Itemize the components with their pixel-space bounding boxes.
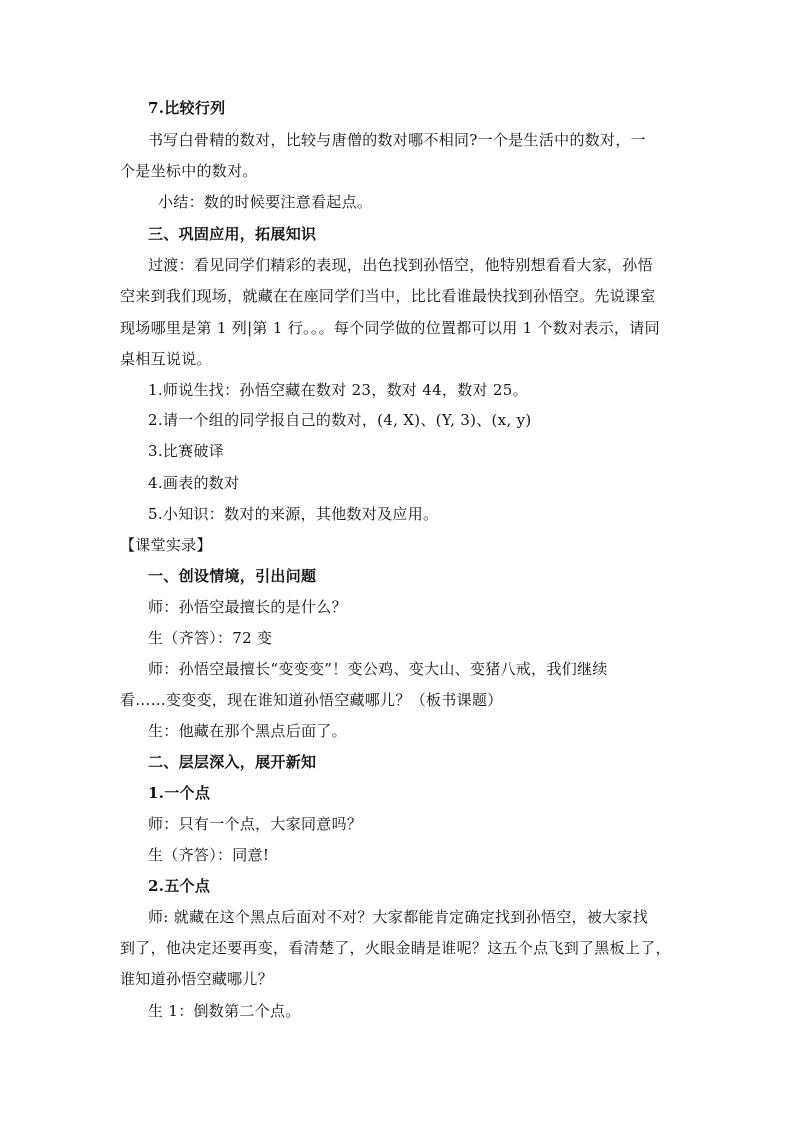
- dialogue-line: 师：孙悟空最擅长“变变变”！变公鸡、变大山、变猪八戒，我们继续: [148, 660, 608, 678]
- section-heading-1: 一、创设情境，引出问题: [148, 567, 317, 585]
- list-item: 1.师说生找：孙悟空藏在数对 23，数对 44，数对 25。: [148, 381, 528, 399]
- subheading-one-point: 1.一个点: [148, 784, 211, 802]
- summary-line: 小结：数的时候要注意看起点。: [158, 193, 373, 211]
- list-item: 3.比赛破译: [148, 442, 225, 460]
- subheading-five-points: 2.五个点: [148, 877, 211, 895]
- paragraph-line: 书写白骨精的数对，比较与唐僧的数对哪不相同?一个是生活中的数对，一: [148, 131, 646, 149]
- dialogue-line: 生（齐答）：72 变: [148, 629, 273, 647]
- dialogue-line: 师：孙悟空最擅长的是什么？: [148, 598, 347, 616]
- paragraph-line: 过渡：看见同学们精彩的表现，出色找到孙悟空，他特别想看看大家，孙悟: [148, 256, 653, 274]
- dialogue-line: 谁知道孙悟空藏哪儿？: [120, 970, 274, 988]
- paragraph-line: 桌相互说说。: [120, 350, 212, 368]
- dialogue-line: 生：他藏在那个黑点后面了。: [148, 722, 347, 740]
- section-title-class-record: 【课堂实录】: [120, 536, 212, 554]
- dialogue-line: 看……变变变，现在谁知道孙悟空藏哪儿？（板书课题）: [120, 691, 503, 709]
- section-heading-3: 三、巩固应用，拓展知识: [148, 225, 317, 243]
- dialogue-line: 到了，他决定还要再变，看清楚了，火眼金睛是谁呢？这五个点飞到了黑板上了，: [120, 939, 671, 957]
- dialogue-line: 生 1：倒数第二个点。: [148, 1002, 301, 1020]
- heading-compare-rows-columns: 7.比较行列: [148, 99, 226, 117]
- list-item: 4.画表的数对: [148, 474, 240, 492]
- dialogue-line: 生（齐答）：同意!: [148, 846, 270, 864]
- dialogue-line: 师: 就藏在这个黑点后面对不对？大家都能肯定确定找到孙悟空，被大家找: [148, 908, 649, 926]
- section-heading-2: 二、层层深入，展开新知: [148, 753, 317, 771]
- paragraph-line: 空来到我们现场，就藏在在座同学们当中，比比看谁最快找到孙悟空。先说课室: [120, 287, 656, 305]
- paragraph-line: 现场哪里是第 1 列|第 1 行。。。每个同学做的位置都可以用 1 个数对表示，请同: [120, 319, 660, 337]
- dialogue-line: 师：只有一个点，大家同意吗？: [148, 815, 363, 833]
- paragraph-line: 个是坐标中的数对。: [120, 162, 258, 180]
- list-item: 2.请一个组的同学报自己的数对，(4, X)、(Y, 3)、(x, y): [148, 411, 532, 429]
- list-item: 5.小知识：数对的来源，其他数对及应用。: [148, 505, 439, 523]
